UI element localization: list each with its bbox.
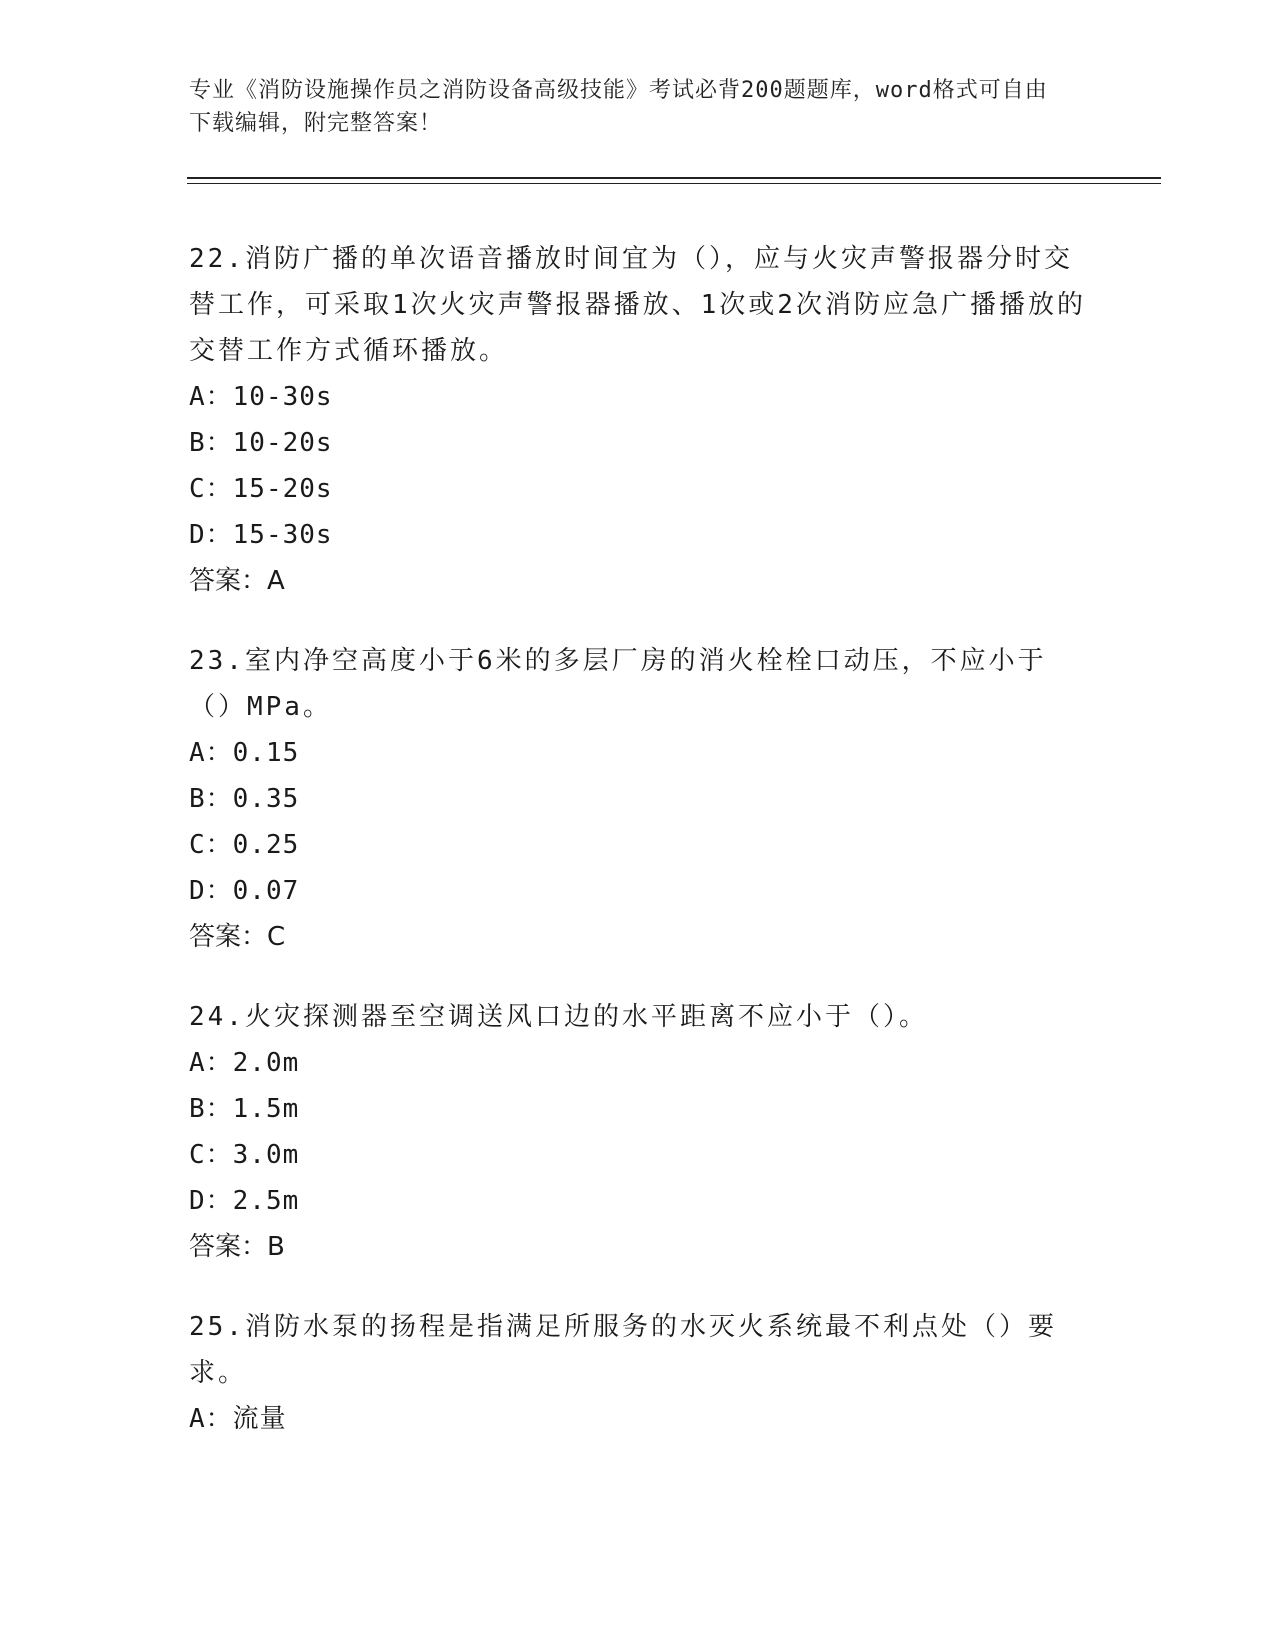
question-item: [189, 638, 1089, 960]
question-stem: 23.室内净空高度小于6米的多层厂房的消火栓栓口动压，不应小于（）MPa。: [189, 646, 1047, 722]
option-c: C：3.0m: [189, 1140, 300, 1170]
option-a: A：10-30s: [189, 382, 333, 412]
question-item: [189, 236, 1089, 604]
question-item: [189, 994, 1089, 1270]
answer-line: 答案：C: [189, 922, 286, 952]
answer-line: 答案：A: [189, 566, 285, 596]
option-c: C：0.25: [189, 830, 300, 860]
answer-line: 答案：B: [189, 1232, 285, 1262]
option-c: C：15-20s: [189, 474, 333, 504]
header-divider-thin: [187, 183, 1161, 184]
question-item: [189, 1304, 1089, 1442]
option-a: A：0.15: [189, 738, 300, 768]
question-stem: 22.消防广播的单次语音播放时间宜为（），应与火灾声警报器分时交替工作，可采取1次火灾声警报器播放、1次或2次消防应急广播播放的交替工作方式循环播放。: [189, 244, 1086, 366]
option-b: B：0.35: [189, 784, 300, 814]
option-d: D：15-30s: [189, 520, 333, 550]
option-a: A：流量: [189, 1404, 287, 1434]
option-d: D：2.5m: [189, 1186, 300, 1216]
question-stem: 24.火灾探测器至空调送风口边的水平距离不应小于（）。: [189, 1002, 928, 1032]
option-b: B：1.5m: [189, 1094, 300, 1124]
option-a: A：2.0m: [189, 1048, 300, 1078]
document-header: 专业《消防设施操作员之消防设备高级技能》考试必背200题题库，word格式可自由下载编辑，附完整答案！: [189, 78, 1048, 136]
question-stem: 25.消防水泵的扬程是指满足所服务的水灭火系统最不利点处（）要求。: [189, 1312, 1057, 1388]
option-d: D：0.07: [189, 876, 300, 906]
question-list: [189, 236, 1089, 1476]
option-b: B：10-20s: [189, 428, 333, 458]
header-divider-thick: [187, 177, 1161, 179]
